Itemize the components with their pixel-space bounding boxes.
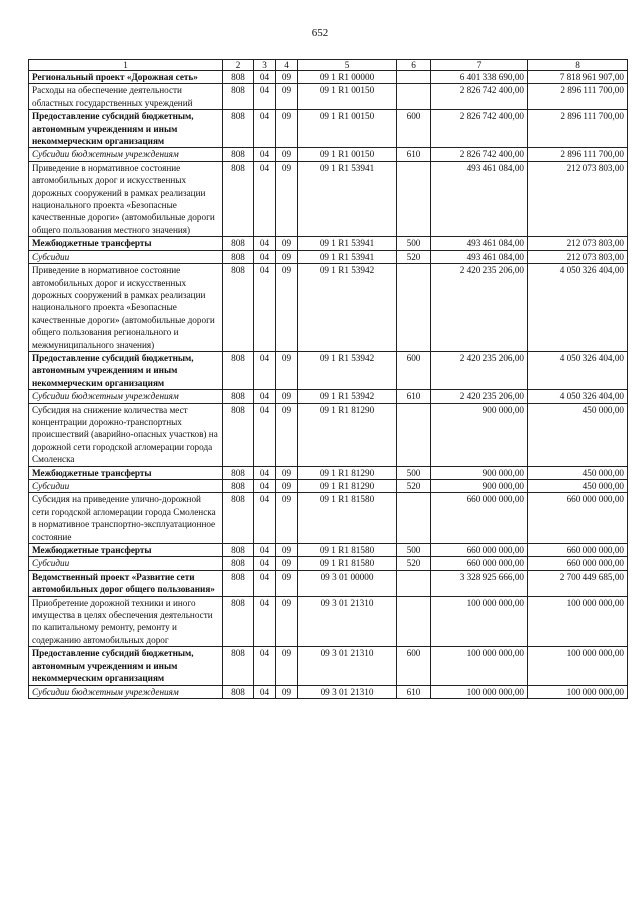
table-row: [29, 480, 628, 493]
table-row: [29, 570, 628, 596]
subsection-code-cell: 09: [276, 647, 298, 685]
section-code-cell: 04: [254, 557, 276, 570]
ministry-code-cell: 808: [223, 596, 254, 647]
section-code-cell: 04: [254, 403, 276, 466]
expense-type-cell: 500: [397, 544, 431, 557]
section-code-cell: 04: [254, 148, 276, 161]
subsection-code-cell: 09: [276, 161, 298, 236]
subsection-code-cell: 09: [276, 685, 298, 698]
amount-col7-cell: 100 000 000,00: [431, 685, 528, 698]
section-code-cell: 04: [254, 493, 276, 544]
table-row: [29, 390, 628, 403]
expense-type-cell: 610: [397, 685, 431, 698]
amount-col8-cell: 2 700 449 685,00: [528, 570, 628, 596]
amount-col7-cell: 660 000 000,00: [431, 493, 528, 544]
ministry-code-cell: 808: [223, 161, 254, 236]
row-name-cell: Приведение в нормативное состояние автомобильных дорог и искусственных дорожных сооружений в рамках реализации национального проекта «Безопасные качественные дороги» (автомобильные дороги общего пользования местного значения): [29, 161, 223, 236]
target-article-cell: 09 1 R1 53941: [298, 161, 397, 236]
row-name-cell: Предоставление субсидий бюджетным, автономным учреждениям и иным некоммерческим организациям: [29, 110, 223, 148]
budget-table: [28, 59, 628, 699]
amount-col7-cell: 2 826 742 400,00: [431, 110, 528, 148]
target-article-cell: 09 1 R1 53942: [298, 351, 397, 389]
row-name-cell: Субсидии: [29, 250, 223, 263]
column-header: 1: [29, 60, 223, 71]
row-name-cell: Субсидии бюджетным учреждениям: [29, 148, 223, 161]
target-article-cell: 09 1 R1 81580: [298, 557, 397, 570]
amount-col7-cell: 2 420 235 206,00: [431, 351, 528, 389]
amount-col8-cell: 450 000,00: [528, 403, 628, 466]
subsection-code-cell: 09: [276, 351, 298, 389]
section-code-cell: 04: [254, 466, 276, 479]
row-name-cell: Субсидии: [29, 557, 223, 570]
amount-col7-cell: 660 000 000,00: [431, 557, 528, 570]
amount-col8-cell: 4 050 326 404,00: [528, 390, 628, 403]
target-article-cell: 09 1 R1 53942: [298, 264, 397, 352]
section-code-cell: 04: [254, 480, 276, 493]
table-row: [29, 250, 628, 263]
expense-type-cell: 520: [397, 557, 431, 570]
expense-type-cell: 600: [397, 647, 431, 685]
table-row: [29, 685, 628, 698]
target-article-cell: 09 3 01 21310: [298, 647, 397, 685]
amount-col8-cell: 2 896 111 700,00: [528, 84, 628, 110]
ministry-code-cell: 808: [223, 390, 254, 403]
section-code-cell: 04: [254, 84, 276, 110]
amount-col8-cell: 660 000 000,00: [528, 557, 628, 570]
subsection-code-cell: 09: [276, 237, 298, 250]
table-row: [29, 544, 628, 557]
amount-col8-cell: 4 050 326 404,00: [528, 264, 628, 352]
amount-col8-cell: 100 000 000,00: [528, 596, 628, 647]
amount-col8-cell: 212 073 803,00: [528, 250, 628, 263]
subsection-code-cell: 09: [276, 493, 298, 544]
target-article-cell: 09 1 R1 53942: [298, 390, 397, 403]
target-article-cell: 09 1 R1 81290: [298, 403, 397, 466]
row-name-cell: Межбюджетные трансферты: [29, 237, 223, 250]
ministry-code-cell: 808: [223, 110, 254, 148]
subsection-code-cell: 09: [276, 466, 298, 479]
amount-col8-cell: 100 000 000,00: [528, 685, 628, 698]
subsection-code-cell: 09: [276, 403, 298, 466]
column-header: 4: [276, 60, 298, 71]
target-article-cell: 09 1 R1 81290: [298, 466, 397, 479]
row-name-cell: Субсидия на снижение количества мест концентрации дорожно-транспортных происшествий (аварийно-опасных участков) на дорожной сети городской агломерации города Смоленска: [29, 403, 223, 466]
amount-col8-cell: 2 896 111 700,00: [528, 110, 628, 148]
target-article-cell: 09 1 R1 00150: [298, 84, 397, 110]
column-header: 6: [397, 60, 431, 71]
expense-type-cell: [397, 570, 431, 596]
subsection-code-cell: 09: [276, 544, 298, 557]
subsection-code-cell: 09: [276, 480, 298, 493]
row-name-cell: Субсидии: [29, 480, 223, 493]
ministry-code-cell: 808: [223, 71, 254, 84]
target-article-cell: 09 1 R1 00150: [298, 148, 397, 161]
ministry-code-cell: 808: [223, 403, 254, 466]
amount-col7-cell: 900 000,00: [431, 466, 528, 479]
table-row: [29, 403, 628, 466]
ministry-code-cell: 808: [223, 237, 254, 250]
expense-type-cell: 610: [397, 390, 431, 403]
amount-col8-cell: 212 073 803,00: [528, 161, 628, 236]
amount-col7-cell: 493 461 084,00: [431, 237, 528, 250]
ministry-code-cell: 808: [223, 264, 254, 352]
amount-col7-cell: 493 461 084,00: [431, 250, 528, 263]
expense-type-cell: [397, 71, 431, 84]
subsection-code-cell: 09: [276, 264, 298, 352]
amount-col8-cell: 4 050 326 404,00: [528, 351, 628, 389]
target-article-cell: 09 1 R1 81580: [298, 493, 397, 544]
section-code-cell: 04: [254, 596, 276, 647]
amount-col7-cell: 2 420 235 206,00: [431, 264, 528, 352]
ministry-code-cell: 808: [223, 250, 254, 263]
column-header: 8: [528, 60, 628, 71]
section-code-cell: 04: [254, 390, 276, 403]
row-name-cell: Расходы на обеспечение деятельности областных государственных учреждений: [29, 84, 223, 110]
table-row: [29, 84, 628, 110]
target-article-cell: 09 1 R1 00000: [298, 71, 397, 84]
subsection-code-cell: 09: [276, 71, 298, 84]
row-name-cell: Ведомственный проект «Развитие сети автомобильных дорог общего пользования»: [29, 570, 223, 596]
row-name-cell: Субсидия на приведение улично-дорожной сети городской агломерации города Смоленска в нормативное транспортно-эксплуатационное состояние: [29, 493, 223, 544]
expense-type-cell: [397, 403, 431, 466]
amount-col8-cell: 450 000,00: [528, 480, 628, 493]
ministry-code-cell: 808: [223, 557, 254, 570]
column-header: 3: [254, 60, 276, 71]
table-row: [29, 264, 628, 352]
subsection-code-cell: 09: [276, 390, 298, 403]
amount-col7-cell: 6 401 338 690,00: [431, 71, 528, 84]
section-code-cell: 04: [254, 351, 276, 389]
table-row: [29, 647, 628, 685]
ministry-code-cell: 808: [223, 493, 254, 544]
table-row: [29, 493, 628, 544]
amount-col8-cell: 2 896 111 700,00: [528, 148, 628, 161]
page-number: 652: [311, 27, 329, 39]
section-code-cell: 04: [254, 71, 276, 84]
amount-col7-cell: 900 000,00: [431, 480, 528, 493]
subsection-code-cell: 09: [276, 570, 298, 596]
section-code-cell: 04: [254, 161, 276, 236]
expense-type-cell: [397, 493, 431, 544]
expense-type-cell: 500: [397, 237, 431, 250]
amount-col7-cell: 900 000,00: [431, 403, 528, 466]
row-name-cell: Субсидии бюджетным учреждениям: [29, 685, 223, 698]
row-name-cell: Региональный проект «Дорожная сеть»: [29, 71, 223, 84]
column-header: 5: [298, 60, 397, 71]
subsection-code-cell: 09: [276, 250, 298, 263]
amount-col8-cell: 660 000 000,00: [528, 493, 628, 544]
table-row: [29, 351, 628, 389]
row-name-cell: Субсидии бюджетным учреждениям: [29, 390, 223, 403]
subsection-code-cell: 09: [276, 84, 298, 110]
amount-col8-cell: 450 000,00: [528, 466, 628, 479]
amount-col8-cell: 212 073 803,00: [528, 237, 628, 250]
expense-type-cell: [397, 264, 431, 352]
amount-col7-cell: 2 826 742 400,00: [431, 148, 528, 161]
amount-col8-cell: 100 000 000,00: [528, 647, 628, 685]
target-article-cell: 09 1 R1 53941: [298, 250, 397, 263]
ministry-code-cell: 808: [223, 570, 254, 596]
header-row: [29, 60, 628, 71]
target-article-cell: 09 1 R1 53941: [298, 237, 397, 250]
row-name-cell: Приведение в нормативное состояние автомобильных дорог и искусственных дорожных сооружений в рамках реализации национального проекта «Безопасные качественные дороги» (автомобильные дороги общего пользования регионального и межмуниципального значения): [29, 264, 223, 352]
row-name-cell: Приобретение дорожной техники и иного имущества в целях обеспечения деятельности по капитальному ремонту, ремонту и содержанию автомобильных дорог: [29, 596, 223, 647]
expense-type-cell: 600: [397, 110, 431, 148]
expense-type-cell: [397, 596, 431, 647]
row-name-cell: Межбюджетные трансферты: [29, 544, 223, 557]
row-name-cell: Предоставление субсидий бюджетным, автономным учреждениям и иным некоммерческим организациям: [29, 647, 223, 685]
expense-type-cell: 600: [397, 351, 431, 389]
section-code-cell: 04: [254, 250, 276, 263]
section-code-cell: 04: [254, 570, 276, 596]
section-code-cell: 04: [254, 264, 276, 352]
section-code-cell: 04: [254, 110, 276, 148]
section-code-cell: 04: [254, 544, 276, 557]
subsection-code-cell: 09: [276, 557, 298, 570]
amount-col7-cell: 100 000 000,00: [431, 647, 528, 685]
table-row: [29, 557, 628, 570]
section-code-cell: 04: [254, 685, 276, 698]
table-row: [29, 110, 628, 148]
expense-type-cell: [397, 161, 431, 236]
ministry-code-cell: 808: [223, 466, 254, 479]
table-row: [29, 466, 628, 479]
expense-type-cell: 520: [397, 480, 431, 493]
target-article-cell: 09 1 R1 81290: [298, 480, 397, 493]
table-row: [29, 71, 628, 84]
subsection-code-cell: 09: [276, 148, 298, 161]
row-name-cell: Предоставление субсидий бюджетным, автономным учреждениям и иным некоммерческим организациям: [29, 351, 223, 389]
subsection-code-cell: 09: [276, 596, 298, 647]
target-article-cell: 09 3 01 00000: [298, 570, 397, 596]
ministry-code-cell: 808: [223, 685, 254, 698]
ministry-code-cell: 808: [223, 351, 254, 389]
section-code-cell: 04: [254, 237, 276, 250]
expense-type-cell: 520: [397, 250, 431, 263]
row-name-cell: Межбюджетные трансферты: [29, 466, 223, 479]
target-article-cell: 09 1 R1 81580: [298, 544, 397, 557]
amount-col7-cell: 660 000 000,00: [431, 544, 528, 557]
amount-col7-cell: 2 826 742 400,00: [431, 84, 528, 110]
section-code-cell: 04: [254, 647, 276, 685]
target-article-cell: 09 1 R1 00150: [298, 110, 397, 148]
table-row: [29, 596, 628, 647]
ministry-code-cell: 808: [223, 148, 254, 161]
target-article-cell: 09 3 01 21310: [298, 596, 397, 647]
table-row: [29, 237, 628, 250]
ministry-code-cell: 808: [223, 544, 254, 557]
amount-col8-cell: 7 818 961 907,00: [528, 71, 628, 84]
column-header: 2: [223, 60, 254, 71]
table-row: [29, 148, 628, 161]
ministry-code-cell: 808: [223, 84, 254, 110]
amount-col7-cell: 2 420 235 206,00: [431, 390, 528, 403]
expense-type-cell: 500: [397, 466, 431, 479]
expense-type-cell: 610: [397, 148, 431, 161]
table-row: [29, 161, 628, 236]
column-header: 7: [431, 60, 528, 71]
subsection-code-cell: 09: [276, 110, 298, 148]
amount-col7-cell: 100 000 000,00: [431, 596, 528, 647]
amount-col7-cell: 3 328 925 666,00: [431, 570, 528, 596]
target-article-cell: 09 3 01 21310: [298, 685, 397, 698]
amount-col8-cell: 660 000 000,00: [528, 544, 628, 557]
expense-type-cell: [397, 84, 431, 110]
table-body: [29, 71, 628, 699]
ministry-code-cell: 808: [223, 647, 254, 685]
amount-col7-cell: 493 461 084,00: [431, 161, 528, 236]
ministry-code-cell: 808: [223, 480, 254, 493]
